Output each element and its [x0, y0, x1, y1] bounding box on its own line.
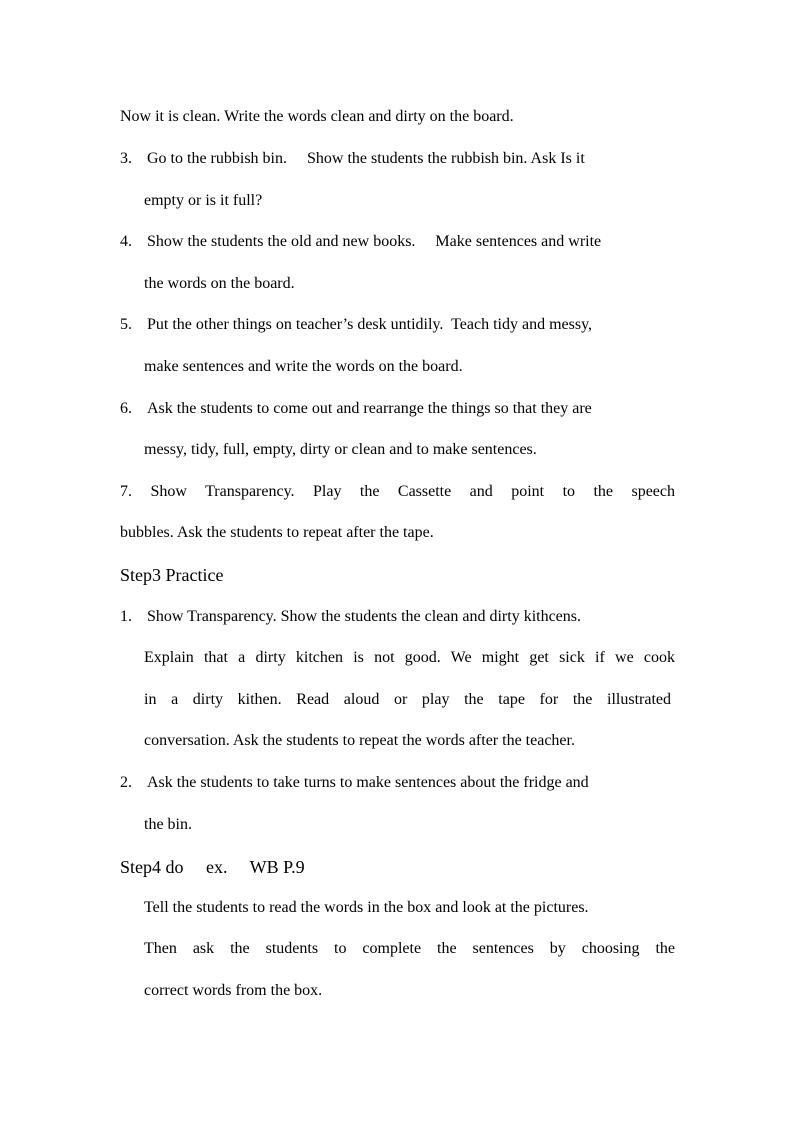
list-item-3 — [120, 149, 675, 169]
list-item-text: Show Transparency. Show the students the clean and dirty kithcens. — [147, 608, 582, 625]
list-item-7 — [120, 482, 675, 502]
list-number: 6. — [120, 400, 132, 417]
list-item-4 — [120, 232, 601, 252]
list-item-text: Show the students the old and new books. Make sentences and write — [147, 233, 602, 250]
list-number: 5. — [120, 316, 132, 333]
list-item-continuation: make sentences and write the words on the board. — [144, 358, 463, 375]
list-item-text: Ask the students to take turns to make sentences about the fridge and — [147, 774, 589, 791]
paragraph-line: Tell the students to read the words in the box and look at the pictures. — [144, 899, 589, 916]
list-item-text: Show Transparency. Play the Cassette and point to the speech — [150, 483, 675, 500]
list-item-6 — [120, 399, 592, 419]
paragraph-line: Then ask the students to complete the sentences by choosing the — [144, 940, 675, 957]
section-heading-step4: Step4 do ex. WB P.9 — [120, 857, 305, 877]
list-item-continuation: bubbles. Ask the students to repeat after the tape. — [120, 524, 434, 541]
section-heading-step3: Step3 Practice — [120, 565, 224, 585]
list-number: 3. — [120, 150, 132, 167]
paragraph-line: Now it is clean. Write the words clean and dirty on the board. — [120, 108, 514, 125]
list-item-continuation: conversation. Ask the students to repeat the words after the teacher. — [144, 732, 575, 749]
list-item-continuation: the words on the board. — [144, 275, 295, 292]
list-item-5 — [120, 315, 592, 335]
list-number: 1. — [120, 608, 132, 625]
list-item-text: Put the other things on teacher’s desk untidily. Teach tidy and messy, — [147, 316, 593, 333]
practice-item-2 — [120, 773, 589, 793]
list-item-continuation: messy, tidy, full, empty, dirty or clean and to make sentences. — [144, 441, 537, 458]
list-number: 4. — [120, 233, 132, 250]
list-item-continuation: in a dirty kithen. Read aloud or play the tape for the illustrated — [144, 691, 671, 708]
list-item-text: Ask the students to come out and rearrange the things so that they are — [147, 400, 592, 417]
list-item-continuation: Explain that a dirty kitchen is not good. We might get sick if we cook — [144, 649, 675, 666]
paragraph-line: correct words from the box. — [144, 982, 323, 999]
list-item-continuation: empty or is it full? — [144, 192, 263, 209]
list-number: 7. — [120, 483, 132, 500]
list-item-continuation: the bin. — [144, 816, 192, 833]
list-item-text: Go to the rubbish bin. Show the students the rubbish bin. Ask Is it — [147, 150, 585, 167]
practice-item-1 — [120, 607, 581, 627]
list-number: 2. — [120, 774, 132, 791]
